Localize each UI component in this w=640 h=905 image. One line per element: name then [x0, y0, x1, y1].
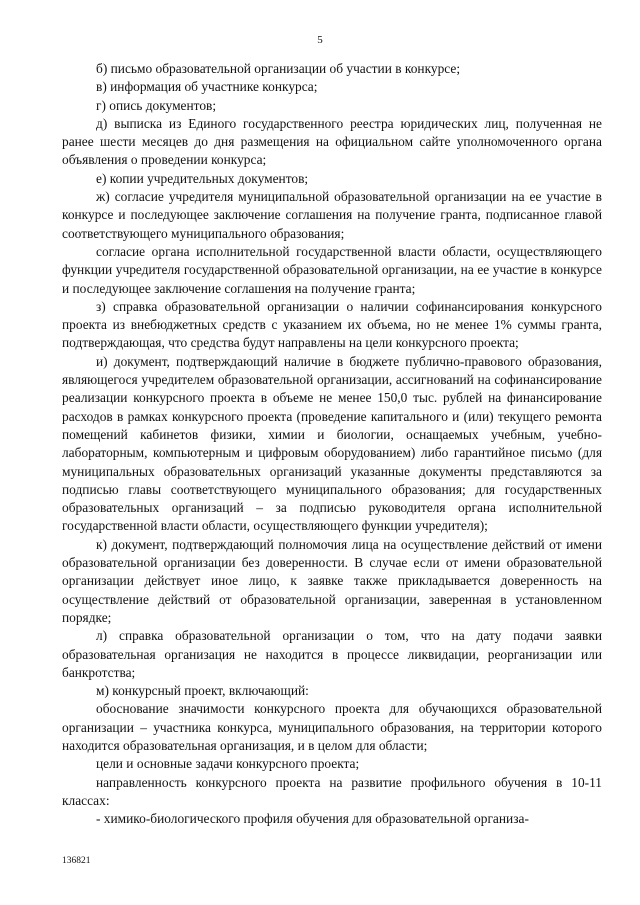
paragraph-d: д) выписка из Единого государственного реестра юридических лиц, полученная не ранее шести месяцев до дня размещения на официальном сайте уполномоченного органа объявления о проведении конкурса; [62, 115, 602, 168]
paragraph-k: к) документ, подтверждающий полномочия лица на осуществление действий от имени образовательной организации без доверенности. В случае если от имени образовательной организации действует иное лицо, к заявке также прикладывается доверенность на осуществление действий от образовательной организации, заверенная в установленном порядке; [62, 536, 602, 625]
paragraph-m: м) конкурсный проект, включающий: [96, 683, 309, 699]
paragraph-v: в) информация об участнике конкурса; [96, 79, 318, 95]
paragraph-e: е) копии учредительных документов; [96, 170, 309, 186]
paragraph-m-justification: обоснование значимости конкурсного проекта для обучающихся образовательной организации – участника конкурса, муниципального образования, на территории которого находится образовательная организация, и в целом для области; [62, 701, 602, 753]
paragraph-l: л) справка образовательной организации о том, что на дату подачи заявки образовательная организация не находится в процессе ликвидации, реорганизации или банкротства; [62, 628, 602, 680]
paragraph-m-profile: - химико-биологического профиля обучения для образовательной организа- [96, 811, 529, 827]
paragraph-zh-consent: согласие органа исполнительной государственной власти области, осуществляющего функции учредителя государственной образовательной организации, на ее участие в конкурсе и последующее заключение соглашения на получение гранта; [62, 243, 602, 296]
document-body [62, 60, 602, 828]
paragraph-i: и) документ, подтверждающий наличие в бюджете публично-правового образования, являющегося учредителем образовательной организации, ассигнований на софинансирование реализации конкурсного проекта в объеме не менее 150,0 тыс. рублей на финансирование расходов в рамках конкурсного проекта (проведение капитального и (или) текущего ремонта помещений кабинетов физики, химии и биологии, оснащаемых учебным, учебно-лабораторным, компьютерным и цифровым оборудованием) либо гарантийное письмо (для муниципальных образовательных организаций указанные документы представляются за подписью главы соответствующего муниципального образования; для государственных образовательных организаций – за подписью руководителя органа исполнительной государственной власти области, осуществляющего функции учредителя); [62, 353, 602, 534]
paragraph-g: г) опись документов; [96, 97, 217, 113]
paragraph-m-goals: цели и основные задачи конкурсного проекта; [96, 756, 360, 772]
paragraph-z: з) справка образовательной организации о наличии софинансирования конкурсного проекта из внебюджетных средств с указанием их объема, но не менее 1% суммы гранта, подтверждающая, что средства будут направлены на цели конкурсного проекта; [62, 298, 602, 351]
paragraph-b: б) письмо образовательной организации об участии в конкурсе; [96, 61, 461, 76]
footer-code: 136821 [62, 856, 91, 866]
paragraph-m-focus: направленность конкурсного проекта на развитие профильного обучения в 10-11 классах: [62, 774, 602, 808]
page-number: 5 [317, 34, 323, 46]
paragraph-zh: ж) согласие учредителя муниципальной образовательной организации на ее участие в конкурсе и последующее заключение соглашения на получение гранта, подписанное главой соответствующего муниципального образования; [62, 189, 602, 241]
